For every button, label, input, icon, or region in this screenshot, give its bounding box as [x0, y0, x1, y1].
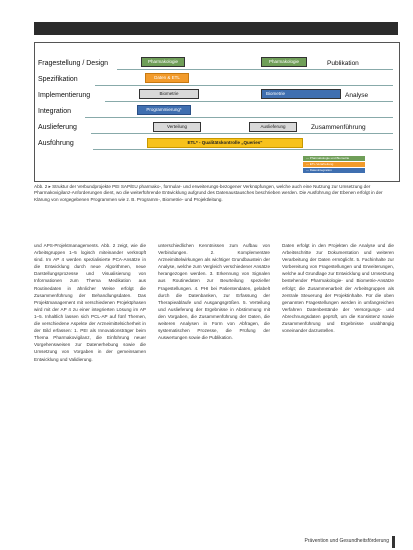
body-text: Daten erfolgt in den Projekten die Analyse und die Arbeitsschritte zur Dokumentation und weiteren Verarbeitung der Daten ermöglicht. 5. Fachinhalte zur Vorbereitung von Fragestellungen und Erweiterungen, welche auf Grundlage zur Entwicklung und Umsetzung bestehender Pharmakologie- und Biometrie-Ansätze erfolgt; die Zusammenarbeit der Arbeitsgruppen als zentrale Steuerung der Projektinhalte. Für die oben genannten Fragestellungen werden in umfangreichen Verfahren Datenbestände der Versorgungs- und Abrechnungsdaten geprüft, um die Konsistenz sowie Zusammenführung und Ergebnisse unabhängig voneinander darzustellen.	[282, 243, 394, 334]
footer-bar	[392, 536, 395, 548]
box-programmierung: Programmierung*	[137, 105, 191, 115]
row-line	[117, 69, 393, 70]
row-line	[85, 117, 393, 118]
box-daten-etl: Daten & ETL	[145, 73, 189, 83]
row-line	[105, 101, 393, 102]
row-label-fragestellung: Fragestellung / Design	[38, 60, 109, 67]
row-line	[93, 149, 393, 150]
legend-item: — Pharmakologie und Biometrie	[303, 156, 365, 161]
process-diagram	[34, 42, 400, 182]
body-text: unterschiedlichen Kenntnissen zum Aufbau von Verbindungen. 2. Komplementäre Arzneimittelwirkungen als wichtiger Grundbaustein der Analyse, welche zum Vergleich verschiedener Ansätze herangezogen werden. 3. Erkennung von Signalen aus Routinedaten zur Beurteilung spezieller Fragestellungen. 4. PHI bei Patientendaten, gelabelt durch die Datenbanken, zur Erfassung der Therapieabläufe und Ausgangsgrößen. 5. Verteilung und Auslieferung der Ergebnisse in Abstimmung mit den Vorgaben, die Zusammenführung der Daten, die weiteren Analysen in Form von Abfragen, die systematischen Prozesse, die Prüfung der Auswertungen sowie die Publikation.	[158, 243, 270, 341]
box-pharmakologie-left: Pharmakologie	[141, 57, 185, 67]
box-auslieferung: Auslieferung	[249, 122, 297, 132]
header-bar	[34, 22, 398, 35]
text-column-1	[34, 242, 146, 363]
box-qualitaetskontrolle: ETL* - Qualitätskontrolle „Queries“	[147, 138, 303, 148]
row-label-integration: Integration	[38, 108, 72, 115]
text-column-2	[158, 242, 270, 341]
label-analyse: Analyse	[345, 92, 369, 99]
row-label-implementierung: Implementierung	[38, 92, 91, 99]
label-publikation: Publikation	[327, 60, 359, 67]
legend-item: — ETL-Verarbeitung	[303, 162, 365, 167]
row-label-spezifikation: Spezifikation	[38, 76, 78, 83]
legend-item: — Datenintegration	[303, 168, 365, 173]
box-biometrie-right: Biometrie	[261, 89, 341, 99]
row-label-ausfuehrung: Ausführung	[38, 140, 74, 147]
label-zusammenfuehrung: Zusammenführung	[311, 124, 366, 131]
running-footer: Prävention und Gesundheitsförderung	[304, 538, 389, 544]
body-text: und APS-Projektmanagements. Abb. 2 zeigt, wie die Arbeitsgruppen 1–5 logisch miteinander verknüpft sind. Im AP 4 werden spezialisierte PCA-Ansätze in die Entwicklung durch neue Algorithmen, neue Darstellungsprozesse und Visualisierung von Informationen zum Thema Medikation aus Routinedaten in ähnlicher Weise erfolgt die Zusammenführung der Behandlungsdaten. Das Projektmanagement mit verschiedenen Projektphasen wird mit der AP 4 zu einer integrierten Lösung im AP 1–5. Inhaltlich lassen sich PCL-AP auf fünf Themen, die verschiedene Aspekte der Arzneimittelsicherheit in der Bild erfassen: 1. PEI als Innovationsträger beim Thema Pharmakovigilanz, die Einführung neuer Vorgehensweisen zur Datenerhebung sowie die Umsetzung von Vorgaben in der gemeinsamen Entwicklung und Validierung.	[34, 243, 146, 362]
box-verteilung: Verteilung	[153, 122, 201, 132]
box-biometrie-left: Biometrie	[139, 89, 199, 99]
row-line	[91, 133, 393, 134]
box-pharmakologie-right: Pharmakologie	[261, 57, 307, 67]
legend	[303, 156, 365, 174]
figure-caption: Abb. 2 ▸ Struktur der Verbundprojekte PEI SAP/EU pharmako-, formular- und erweiterungs-bezogener Verknüpfungen, welche auch eine Nutzung zur Umsetzung der Pharmakovigilanz-Anforderungen dient, wo die weiterführende Entwicklung aufgrund des Datenaustausches beschrieben werden. Die Ausführung der Ebenen erfolgt in der Klärung von vorgegebenen Programmen wie z. B. Programm-, Biometrie- und Projektleitung.	[34, 184, 383, 202]
row-label-auslieferung: Auslieferung	[38, 124, 77, 131]
text-column-3	[282, 242, 394, 334]
row-line	[95, 85, 393, 86]
